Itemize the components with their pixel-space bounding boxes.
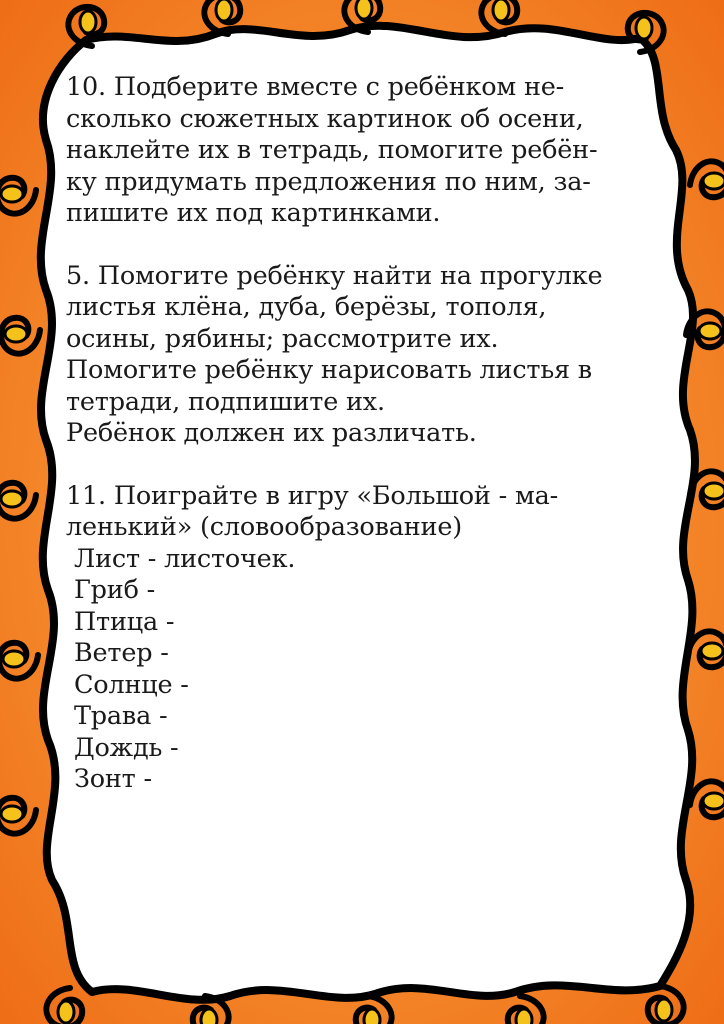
curl-ornament bbox=[690, 781, 724, 817]
task-5 bbox=[66, 261, 676, 450]
task-line: пишите их под картинками. bbox=[66, 198, 441, 228]
task-line: 11. Поиграйте в игру «Большой - ма- bbox=[66, 480, 558, 511]
task-line: наклейте их в тетрадь, помогите ребён- bbox=[66, 135, 598, 165]
word-item: Зонт - bbox=[74, 764, 152, 794]
word-item: Солнце - bbox=[74, 669, 189, 700]
task-line: листья клёна, дуба, берёзы, тополя, bbox=[66, 292, 547, 322]
curl-ornament bbox=[690, 161, 724, 197]
word-list bbox=[74, 544, 676, 796]
task-line: Ребёнок должен их различать. bbox=[66, 418, 477, 448]
task-line: ку придумать предложения по ним, за- bbox=[66, 166, 591, 197]
word-item: Ветер - bbox=[74, 638, 169, 668]
curl-ornament bbox=[0, 643, 38, 679]
word-item: Лист - листочек. bbox=[74, 543, 296, 574]
curl-ornament bbox=[0, 178, 36, 214]
task-line: 5. Помогите ребёнку найти на прогулке bbox=[66, 260, 603, 291]
task-11 bbox=[66, 481, 676, 796]
curl-ornament bbox=[1, 318, 40, 354]
task-line: Помогите ребёнку нарисовать листья в bbox=[66, 355, 592, 385]
task-10 bbox=[66, 72, 676, 230]
curl-ornament bbox=[0, 798, 36, 834]
task-line: тетради, подпишите их. bbox=[66, 386, 385, 417]
word-item: Птица - bbox=[74, 606, 175, 637]
curl-ornament bbox=[0, 483, 36, 519]
task-line: осины, рябины; рассмотрите их. bbox=[66, 323, 499, 354]
word-item: Гриб - bbox=[74, 575, 156, 605]
word-item: Дождь - bbox=[74, 732, 179, 763]
curl-ornament bbox=[508, 996, 544, 1024]
task-line: ленький» (словообразование) bbox=[66, 512, 462, 542]
curl-ornament bbox=[46, 988, 82, 1024]
curl-ornament bbox=[688, 631, 724, 667]
task-line: 10. Подберите вместе с ребёнком не- bbox=[66, 72, 565, 102]
word-item: Трава - bbox=[74, 701, 168, 731]
instructions-text bbox=[66, 72, 676, 796]
task-line: сколько сюжетных картинок об осени, bbox=[66, 103, 584, 134]
